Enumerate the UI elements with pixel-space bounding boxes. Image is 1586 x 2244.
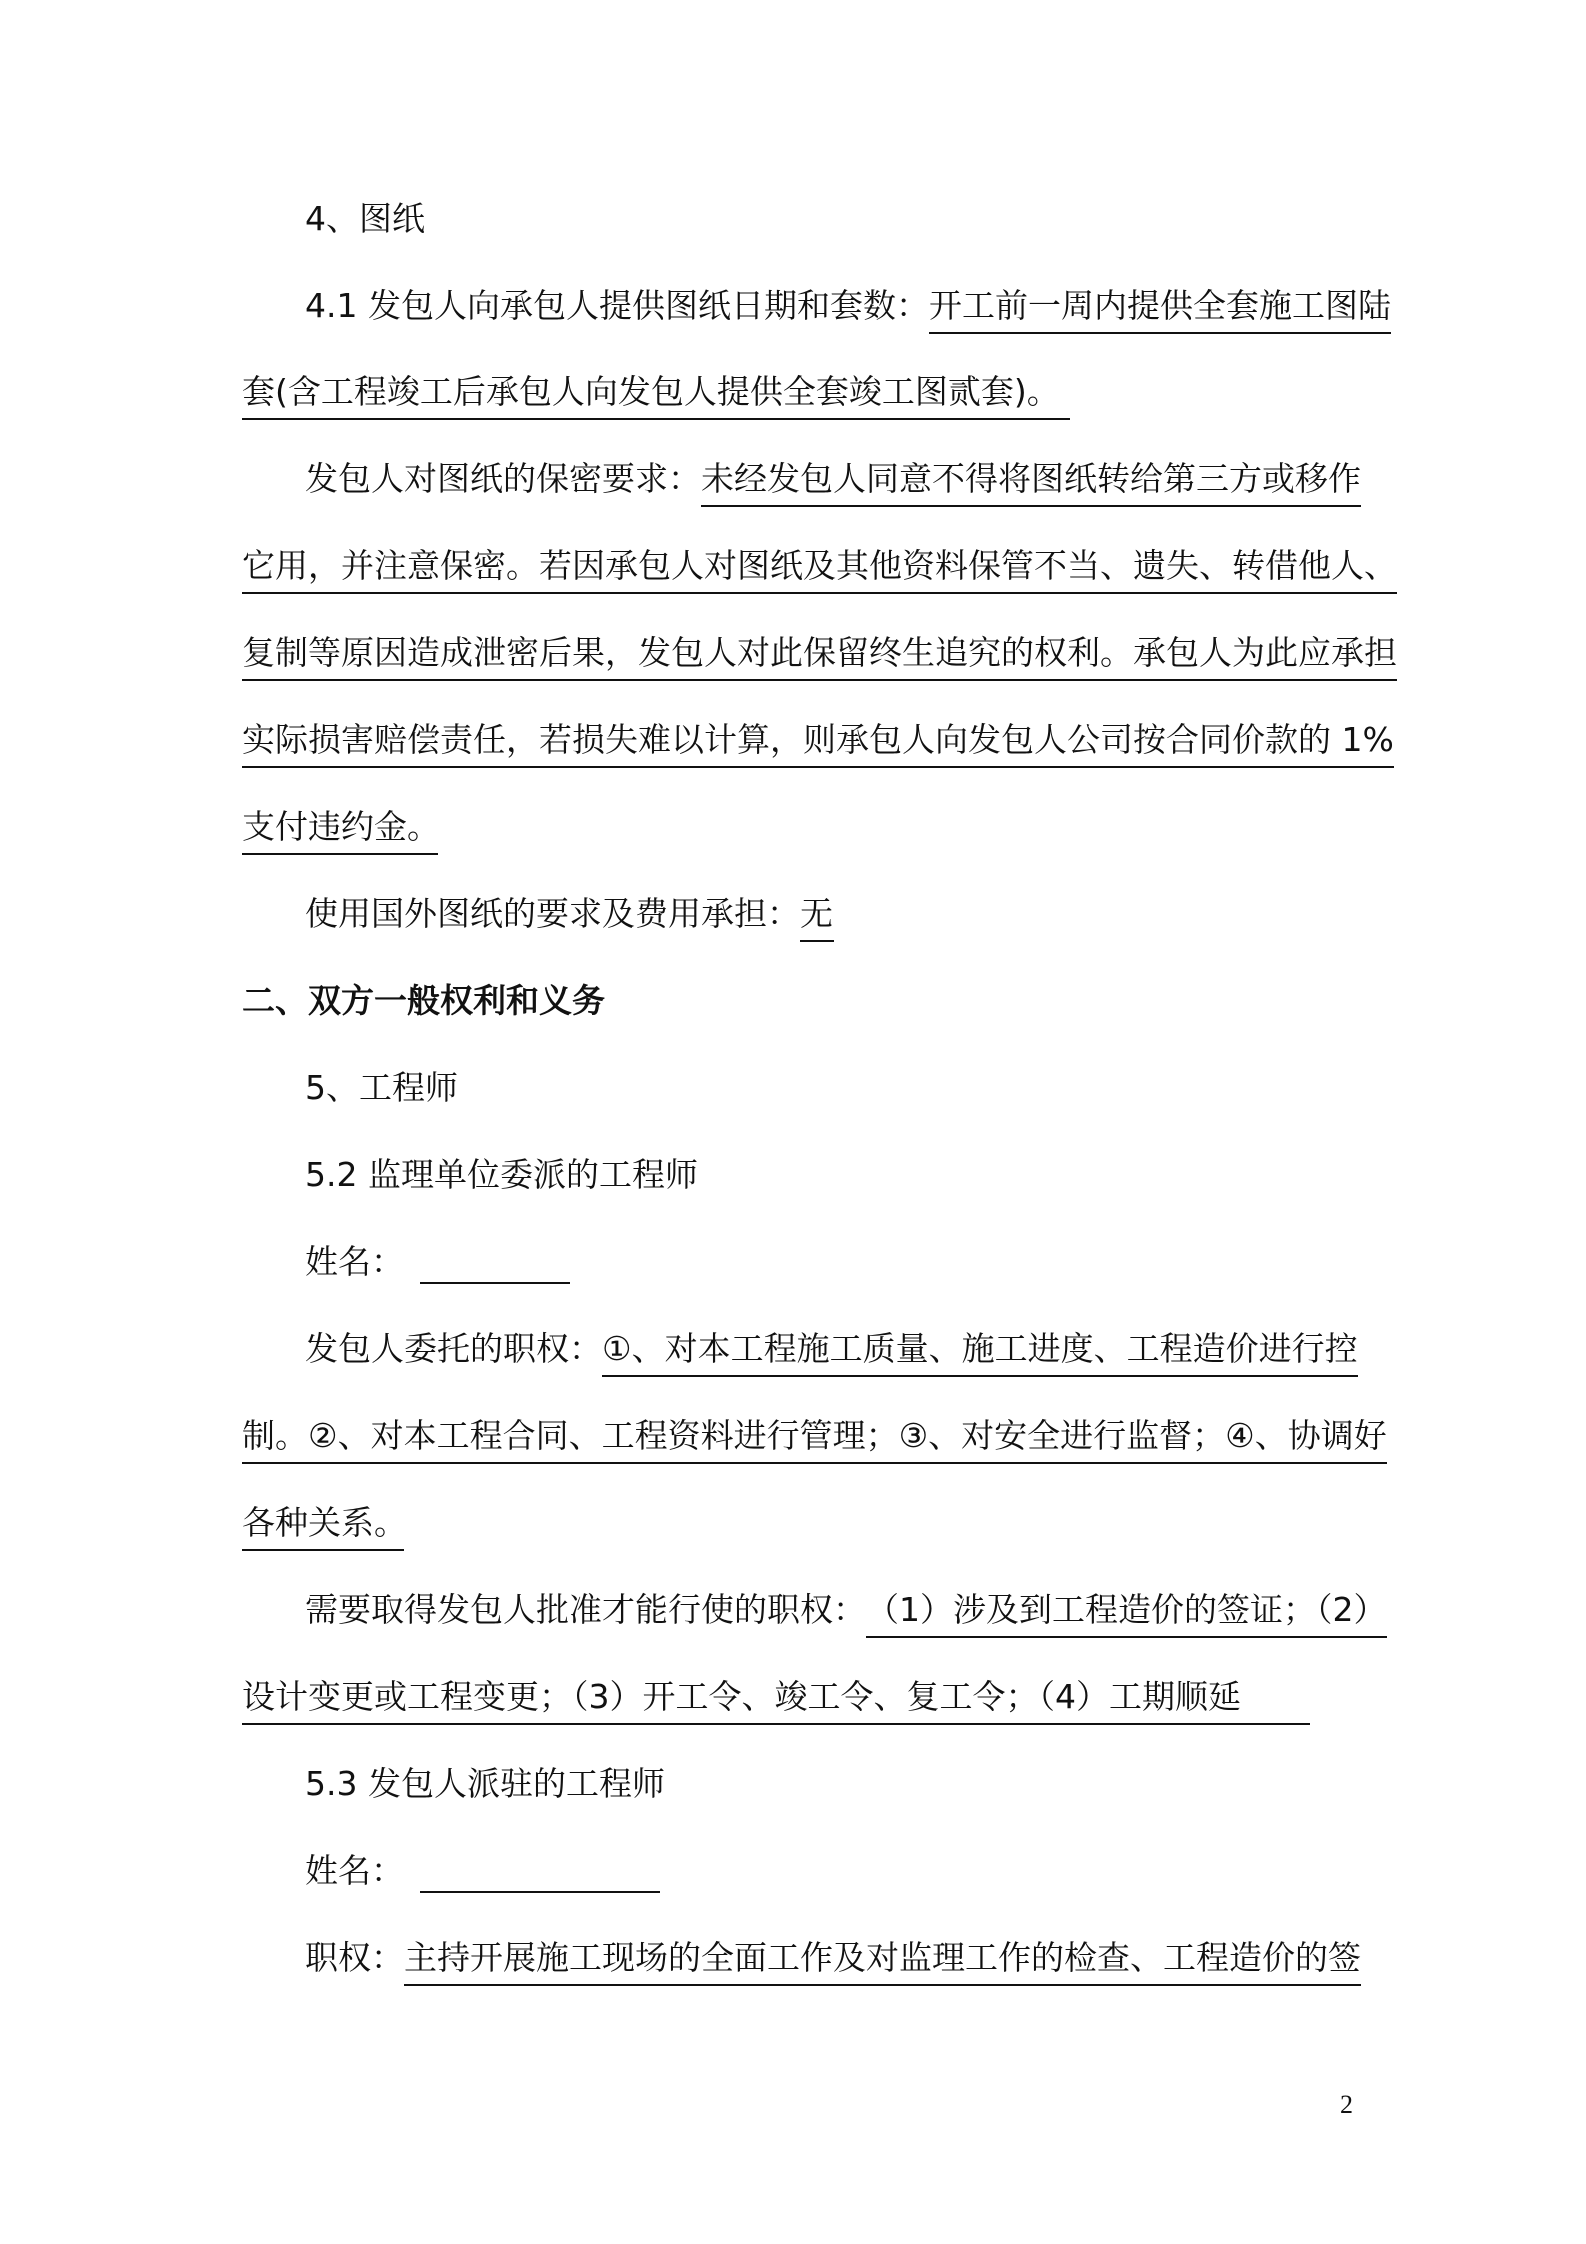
approval-required-powers: 需要取得发包人批准才能行使的职权：（1）涉及到工程造价的签证；（2） xyxy=(305,1588,1586,1638)
duties-value: ①、对本工程施工质量、施工进度、工程造价进行控 xyxy=(602,1327,1358,1377)
drawing-supply-value: 开工前一周内提供全套施工图陆 xyxy=(929,284,1391,334)
clause-4-1: 4.1 发包人向承包人提供图纸日期和套数：开工前一周内提供全套施工图陆 xyxy=(305,284,1586,334)
drawing-supply-value-cont: 套(含工程竣工后承包人向发包人提供全套竣工图贰套)。 xyxy=(242,370,1070,420)
secrecy-value-4: 实际损害赔偿责任，若损失难以计算，则承包人向发包人公司按合同价款的 1% xyxy=(242,718,1394,768)
secrecy-line-3 xyxy=(242,631,1586,681)
engineer-name-5-2: 姓名： xyxy=(305,1240,1586,1284)
clause-4-1-cont xyxy=(242,370,1586,420)
approval-value: （1）涉及到工程造价的签证；（2） xyxy=(866,1588,1387,1638)
name-blank-1 xyxy=(420,1248,570,1284)
clause-5-2-title: 5.2 监理单位委派的工程师 xyxy=(305,1155,698,1194)
secrecy-line-5 xyxy=(242,805,1586,855)
secrecy-requirement: 发包人对图纸的保密要求：未经发包人同意不得将图纸转给第三方或移作 xyxy=(305,457,1586,507)
entrusted-duties: 发包人委托的职权：①、对本工程施工质量、施工进度、工程造价进行控 xyxy=(305,1327,1586,1377)
secrecy-value-3: 复制等原因造成泄密后果，发包人对此保留终生追究的权利。承包人为此应承担 xyxy=(242,631,1397,681)
duties-value-3: 各种关系。 xyxy=(242,1501,404,1551)
foreign-drawings: 使用国外图纸的要求及费用承担：无 xyxy=(305,892,1586,942)
secrecy-value: 未经发包人同意不得将图纸转给第三方或移作 xyxy=(701,457,1361,507)
duties-line-3 xyxy=(242,1501,1586,1551)
secrecy-value-2: 它用，并注意保密。若因承包人对图纸及其他资料保管不当、遗失、转借他人、 xyxy=(242,544,1397,594)
name-blank-2 xyxy=(420,1857,660,1893)
secrecy-value-5: 支付违约金。 xyxy=(242,805,438,855)
duties-value-2: 制。②、对本工程合同、工程资料进行管理；③、对安全进行监督；④、协调好 xyxy=(242,1414,1387,1464)
secrecy-line-4 xyxy=(242,718,1586,768)
section-5-heading: 5、工程师 xyxy=(305,1068,458,1107)
part-2-heading: 二、双方一般权利和义务 xyxy=(242,981,605,1020)
page-number: 2 xyxy=(1340,2090,1353,2119)
section-4-heading: 4、图纸 xyxy=(305,199,425,238)
clause-5-3-title: 5.3 发包人派驻的工程师 xyxy=(305,1764,665,1803)
duties-line-2 xyxy=(242,1414,1586,1464)
secrecy-line-2 xyxy=(242,544,1586,594)
engineer-powers: 职权：主持开展施工现场的全面工作及对监理工作的检查、工程造价的签 xyxy=(305,1936,1586,1986)
approval-line-2 xyxy=(242,1675,1586,1725)
approval-value-2: 设计变更或工程变更；（3）开工令、竣工令、复工令；（4）工期顺延 xyxy=(242,1675,1310,1725)
foreign-drawings-value: 无 xyxy=(800,892,834,942)
powers-value: 主持开展施工现场的全面工作及对监理工作的检查、工程造价的签 xyxy=(404,1936,1361,1986)
engineer-name-5-3: 姓名： xyxy=(305,1849,1586,1893)
